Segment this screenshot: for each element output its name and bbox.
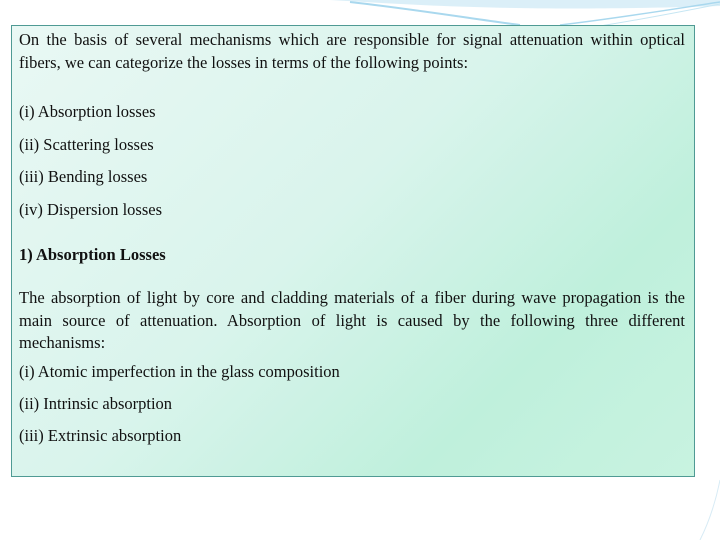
section-heading: 1) Absorption Losses <box>19 245 166 264</box>
loss-type-bending: (iii) Bending losses <box>19 167 148 186</box>
loss-type-absorption: (i) Absorption losses <box>19 102 156 121</box>
mechanism-extrinsic-absorption: (iii) Extrinsic absorption <box>19 426 182 445</box>
loss-type-scattering: (ii) Scattering losses <box>19 135 154 154</box>
mechanism-atomic-imperfection: (i) Atomic imperfection in the glass composition <box>19 362 340 381</box>
absorption-paragraph: The absorption of light by core and cladding materials of a fiber during wave propagation is the main source of attenuation. Absorption of light is caused by the following three different mechanisms: <box>19 288 685 352</box>
intro-paragraph: On the basis of several mechanisms which are responsible for signal attenuation within optical fibers, we can categorize the losses in terms of the following points: <box>19 30 685 72</box>
mechanism-intrinsic-absorption: (ii) Intrinsic absorption <box>19 394 173 413</box>
loss-type-dispersion: (iv) Dispersion losses <box>19 200 162 219</box>
